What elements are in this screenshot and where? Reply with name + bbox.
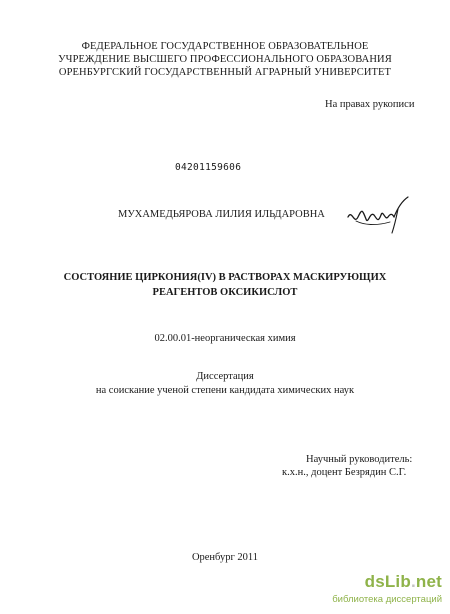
title-line-1: СОСТОЯНИЕ ЦИРКОНИЯ(IV) В РАСТВОРАХ МАСКИРУЮЩИХ — [63, 272, 387, 283]
institution-header — [0, 40, 450, 79]
supervisor-label: Научный руководитель: — [306, 454, 413, 465]
dissertation-title — [0, 270, 450, 300]
watermark-tagline: библиотека диссертаций — [332, 594, 442, 605]
logo-main: dsLib — [364, 572, 411, 591]
title-line-2: РЕАГЕНТОВ ОКСИКИСЛОТ — [152, 287, 298, 298]
handwritten-signature — [344, 195, 414, 235]
supervisor-name: к.х.н., доцент Безрядин С.Г. — [282, 467, 407, 478]
dslib-watermark[interactable] — [322, 572, 442, 608]
degree-line-2: на соискание ученой степени кандидата химических наук — [95, 385, 355, 396]
rights-note: На правах рукописи — [325, 99, 415, 110]
logo-dot: . — [410, 572, 416, 591]
degree-line-1: Диссертация — [196, 371, 254, 382]
registry-code: 04201159606 — [175, 162, 242, 173]
author-block — [118, 195, 408, 235]
institution-line-2: УЧРЕЖДЕНИЕ ВЫСШЕГО ПРОФЕССИОНАЛЬНОГО ОБРАЗОВАНИЯ — [58, 54, 392, 65]
supervisor-block — [282, 453, 412, 479]
specialty-code: 02.00.01-неорганическая химия — [154, 333, 296, 344]
dslib-logo[interactable] — [365, 572, 442, 592]
logo-tld: net — [415, 572, 442, 591]
degree-block — [0, 370, 450, 398]
author-name: МУХАМЕДЬЯРОВА ЛИЛИЯ ИЛЬДАРОВНА — [118, 209, 325, 220]
institution-line-3: ОРЕНБУРГСКИЙ ГОСУДАРСТВЕННЫЙ АГРАРНЫЙ УНИВЕРСИТЕТ — [58, 67, 392, 78]
institution-line-1: ФЕДЕРАЛЬНОЕ ГОСУДАРСТВЕННОЕ ОБРАЗОВАТЕЛЬНОЕ — [81, 41, 369, 52]
city-year: Оренбург 2011 — [191, 552, 259, 563]
